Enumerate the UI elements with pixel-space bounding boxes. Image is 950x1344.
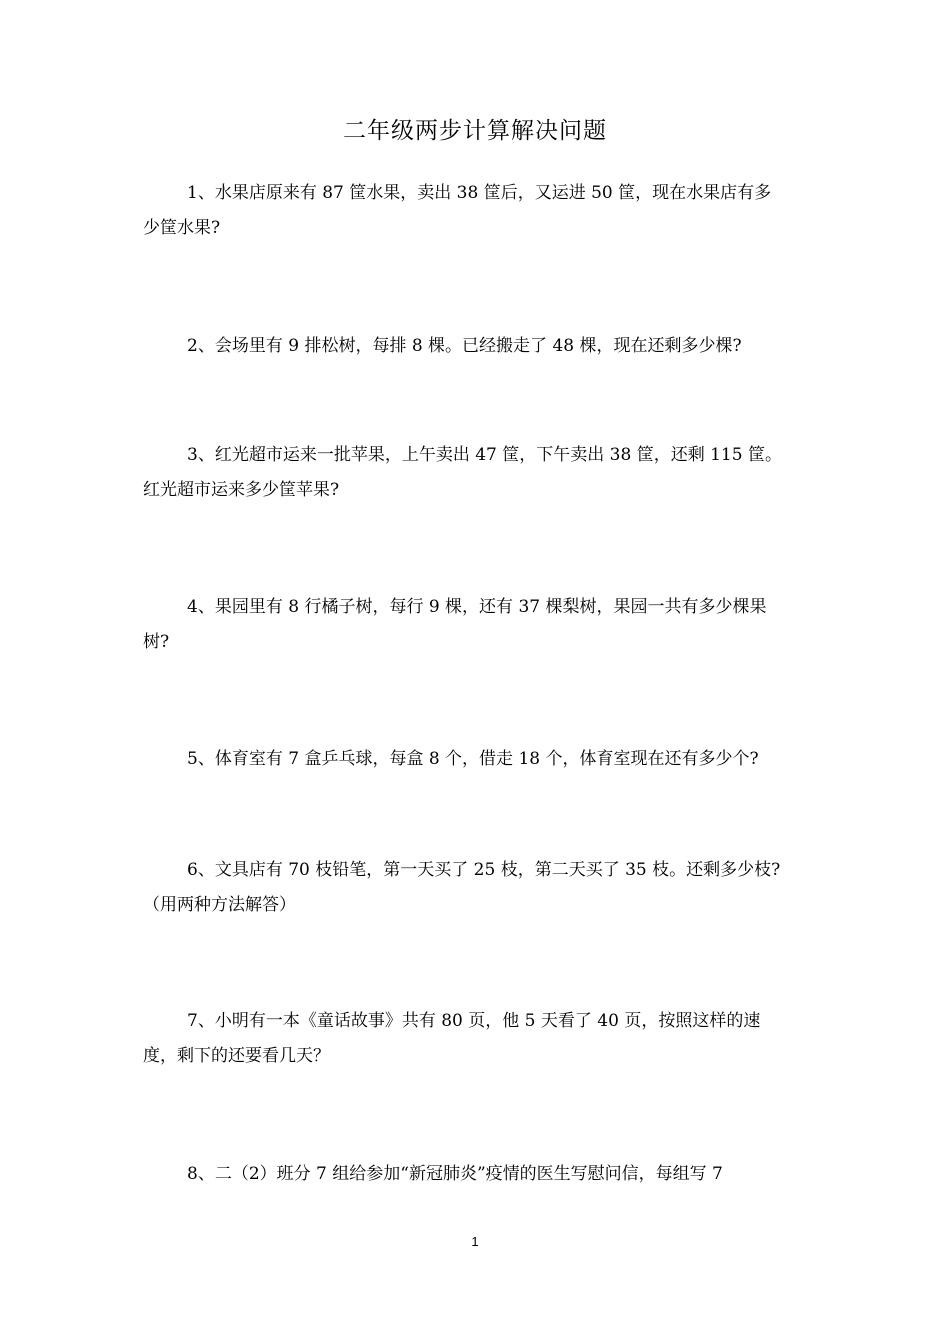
- problem-3-line-2: 红光超市运来多少筐苹果?: [143, 480, 340, 500]
- problem-8-line-1: 8、二（2）班分 7 组给参加“新冠肺炎”疫情的医生写慰问信，每组写 7: [187, 1164, 723, 1184]
- problem-4-line-1: 4、果园里有 8 行橘子树，每行 9 棵，还有 37 棵梨树，果园一共有多少棵果: [187, 597, 767, 617]
- page-title: 二年级两步计算解决问题: [343, 118, 607, 144]
- problem-1: [143, 176, 813, 246]
- problem-2: [143, 329, 813, 364]
- problem-1-line-2: 少筐水果?: [143, 218, 221, 238]
- problem-7-line-2: 度，剩下的还要看几天？: [143, 1046, 330, 1066]
- problem-7: [143, 1004, 813, 1074]
- problem-3-line-1: 3、红光超市运来一批苹果，上午卖出 47 筐，下午卖出 38 筐，还剩 115 筐。: [187, 445, 782, 465]
- problem-7-line-1: 7、小明有一本《童话故事》共有 80 页，他 5 天看了 40 页，按照这样的速: [187, 1011, 761, 1031]
- problem-3: [143, 438, 813, 508]
- problem-5: [143, 742, 813, 777]
- problem-4-line-2: 树?: [143, 632, 170, 652]
- page-number: 1: [471, 1234, 479, 1249]
- problem-8: [143, 1157, 813, 1192]
- problem-4: [143, 590, 813, 660]
- problem-1-line-1: 1、水果店原来有 87 筐水果，卖出 38 筐后，又运进 50 筐，现在水果店有多: [187, 183, 772, 203]
- problem-6: [143, 853, 813, 923]
- problem-6-line-2: （用两种方法解答）: [143, 895, 296, 915]
- problem-2-line-1: 2、会场里有 9 排松树，每排 8 棵。已经搬走了 48 棵，现在还剩多少棵?: [187, 336, 742, 356]
- problem-6-line-1: 6、文具店有 70 枝铅笔，第一天买了 25 枝，第二天买了 35 枝。还剩多少枝?: [187, 860, 781, 880]
- problem-5-line-1: 5、体育室有 7 盒乒乓球，每盒 8 个，借走 18 个，体育室现在还有多少个?: [187, 749, 759, 769]
